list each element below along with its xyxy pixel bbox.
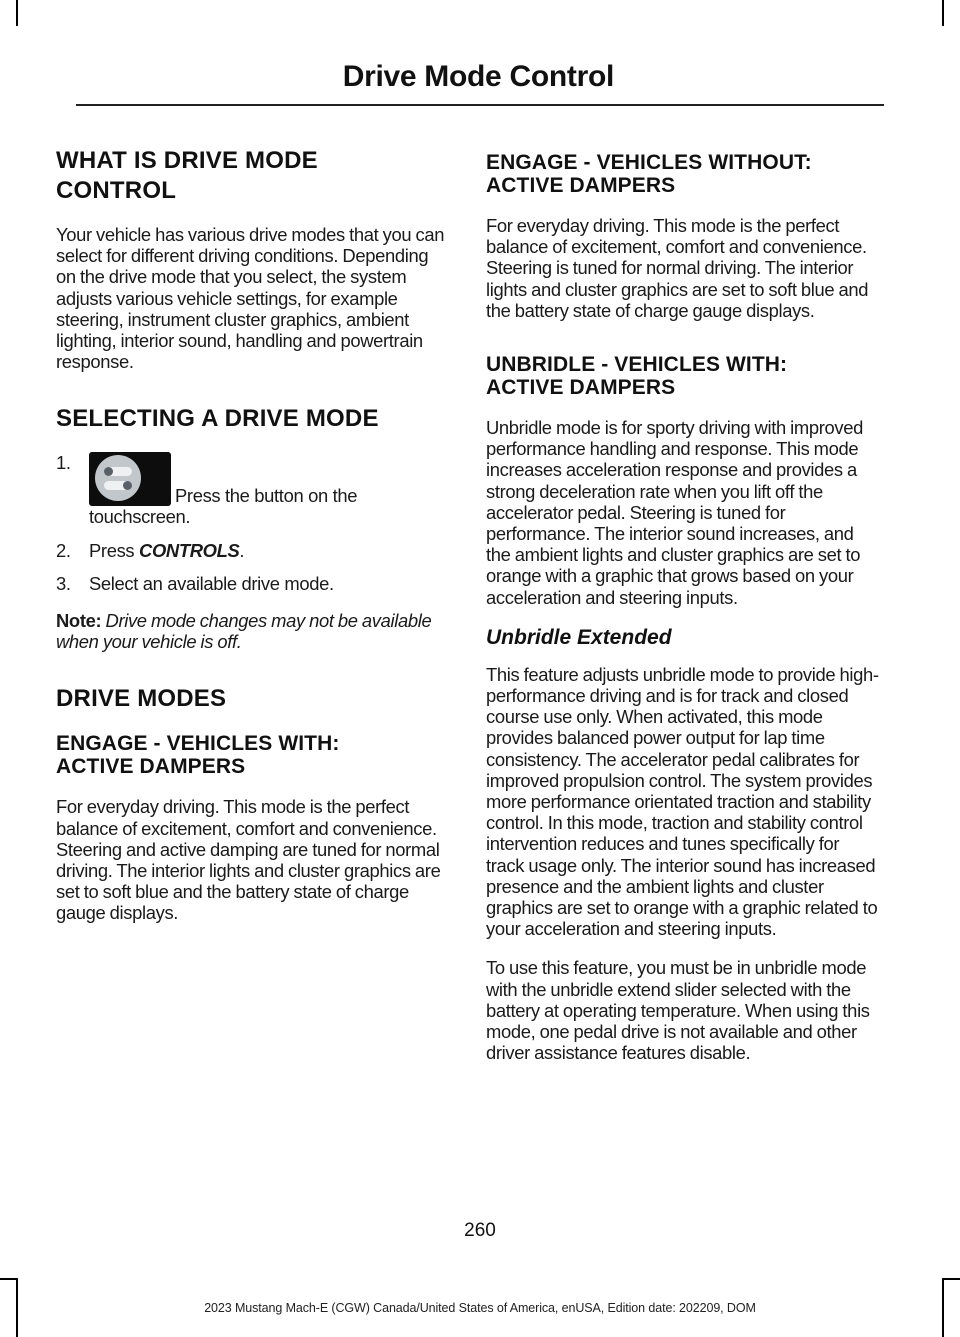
engage-with-heading-line1: ENGAGE - VEHICLES WITH: — [56, 732, 340, 756]
selecting-heading: SELECTING A DRIVE MODE — [56, 405, 379, 433]
engage-without-body: For everyday driving. This mode is the perfect balance of excitement, comfort and convenience. Steering is tuned for normal driving. The interior lights and cluster graphics are set to soft blue and the battery state of charge gauge displays. — [486, 215, 869, 321]
engage-without-heading — [486, 151, 880, 197]
unbridle-extended-heading: Unbridle Extended — [486, 625, 672, 649]
crop-mark-top-left — [16, 0, 18, 26]
step-2-suffix: . — [239, 539, 245, 561]
step-3-number: 3. — [56, 572, 71, 594]
what-is-heading-line2: CONTROL — [56, 177, 177, 204]
engage-with-body: For everyday driving. This mode is the perfect balance of excitement, comfort and convenience. Steering and active damping are tuned for normal driving. The interior lights and cluster graphics are set to soft blue and the battery state of charge gauge displays. — [56, 796, 441, 924]
engage-without-heading-line2: ACTIVE DAMPERS — [486, 174, 676, 197]
right-column — [486, 146, 880, 1082]
engage-with-heading-line2: ACTIVE DAMPERS — [56, 755, 246, 779]
step-2-number: 2. — [56, 539, 71, 561]
what-is-heading — [56, 146, 450, 206]
step-1-number: 1. — [56, 452, 71, 474]
note — [56, 610, 450, 652]
left-column — [56, 146, 450, 942]
controls-toggle-circle — [95, 455, 141, 501]
controls-toggle-icon — [89, 452, 171, 506]
note-label: Note: — [56, 610, 102, 632]
crop-mark-bottom-right-h — [944, 1278, 960, 1280]
what-is-heading-line1: WHAT IS DRIVE MODE — [56, 147, 318, 174]
engage-with-heading — [56, 732, 450, 778]
controls-label: CONTROLS — [139, 539, 240, 561]
unbridle-heading-line2: ACTIVE DAMPERS — [486, 376, 676, 400]
footer-edition-info: 2023 Mustang Mach-E (CGW) Canada/United States of America, enUSA, Edition date: 202209, DOM — [204, 1301, 756, 1315]
unbridle-extended-body-2: To use this feature, you must be in unbridle mode with the unbridle extend slider selected with the battery at operating temperature. When using this mode, one pedal drive is not available and other driver assistance features disable. — [486, 957, 870, 1064]
step-2 — [56, 540, 450, 561]
step-1 — [56, 452, 450, 527]
crop-mark-top-right — [942, 0, 944, 26]
unbridle-extended-body-1: This feature adjusts unbridle mode to provide high-performance driving and is for track and closed course use only. When activated, this mode provides balanced power output for lap time consistency. The accelerator pedal calibrates for improved propulsion control. The system provides more performance orientated traction and stability control. In this mode, traction and stability control intervention reduces and tunes specifically for track usage only. The interior sound has increased presence and the ambient lights and cluster graphics are set to orange with a graphic related to your acceleration and steering inputs. — [486, 663, 879, 940]
unbridle-heading — [486, 353, 880, 399]
crop-mark-bottom-left-h — [0, 1278, 16, 1280]
unbridle-heading-line1: UNBRIDLE - VEHICLES WITH: — [486, 353, 788, 377]
unbridle-body: Unbridle mode is for sporty driving with improved performance handling and response. This mode increases acceleration response and provides a strong deceleration rate when you lift off the accelerator pedal. Steering is tuned for performance. The interior sound increases, and the ambient lights and cluster graphics are set to orange with a graphic that grows based on your acceleration and steering inputs. — [486, 417, 863, 608]
step-3 — [56, 573, 450, 594]
step-2-prefix: Press — [89, 539, 140, 561]
step-3-text: Select an available drive mode. — [89, 572, 334, 594]
header-rule — [76, 104, 884, 106]
note-text: Drive mode changes may not be available when your vehicle is off. — [56, 610, 432, 653]
selecting-steps — [56, 452, 450, 594]
step-1-text: Press the button on the touchscreen. — [89, 485, 358, 528]
page-header-title: Drive Mode Control — [342, 60, 614, 93]
page-number: 260 — [464, 1220, 496, 1241]
drive-modes-heading: DRIVE MODES — [56, 685, 227, 713]
engage-without-heading-line1: ENGAGE - VEHICLES WITHOUT: — [486, 151, 812, 174]
what-is-body: Your vehicle has various drive modes that you can select for different driving conditions. Depending on the drive mode that you select, the system adjusts various vehicle settings, for example steering, instrument cluster graphics, ambient lighting, interior sound, handling and powertrain response. — [56, 224, 445, 373]
